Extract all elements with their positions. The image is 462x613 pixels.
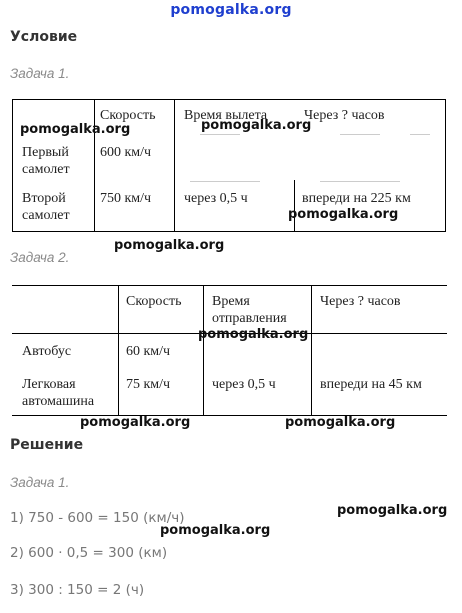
watermark: pomogalka.org xyxy=(201,118,312,133)
t2-row2-speed: 75 км/ч xyxy=(126,377,171,392)
scan-artifact xyxy=(320,181,400,182)
table-border xyxy=(12,231,446,232)
table-border xyxy=(118,285,119,416)
t1-row2-object: Второй самолет xyxy=(22,191,70,223)
watermark: pomogalka.org xyxy=(288,207,399,222)
table-border xyxy=(174,99,175,232)
site-header-link[interactable]: pomogalka.org xyxy=(170,2,292,18)
watermark: pomogalka.org xyxy=(80,415,191,430)
condition-heading: Условие xyxy=(10,29,78,45)
t1-header-speed: Скорость xyxy=(100,108,156,123)
table-border xyxy=(12,285,447,286)
t2-row2-hours: впереди на 45 км xyxy=(320,377,422,392)
t2-row2-object: Легковая автомашина xyxy=(22,377,95,409)
t1-row2-departure: через 0,5 ч xyxy=(184,191,248,206)
scan-artifact xyxy=(410,134,430,135)
t2-row1-object: Автобус xyxy=(22,344,72,359)
t1-row1-speed: 600 км/ч xyxy=(100,145,152,160)
table-border xyxy=(203,285,204,416)
watermark: pomogalka.org xyxy=(337,503,448,518)
scan-artifact xyxy=(190,181,260,182)
solution-step-1: 1) 750 - 600 = 150 (км/ч) xyxy=(10,510,185,526)
solution-step-2: 2) 600 · 0,5 = 300 (км) xyxy=(10,545,168,561)
watermark: pomogalka.org xyxy=(198,327,309,342)
table-border xyxy=(12,99,446,100)
solution-task-label: Задача 1. xyxy=(10,475,70,490)
scan-artifact xyxy=(340,134,380,135)
watermark: pomogalka.org xyxy=(160,523,271,538)
task1-label: Задача 1. xyxy=(10,66,70,81)
t1-row2-hours: впереди на 225 км xyxy=(302,191,411,206)
watermark: pomogalka.org xyxy=(20,122,131,137)
task2-label: Задача 2. xyxy=(10,250,70,265)
t1-row1-object: Первый самолет xyxy=(22,145,70,177)
table-border xyxy=(294,180,295,232)
scan-artifact xyxy=(200,134,240,135)
t2-header-speed: Скорость xyxy=(126,294,182,309)
t1-row2-speed: 750 км/ч xyxy=(100,191,152,206)
t1-header-hours: Через ? часов xyxy=(304,108,385,123)
solution-heading: Решение xyxy=(10,437,84,453)
table-border xyxy=(311,285,312,416)
table-border xyxy=(445,99,446,232)
watermark: pomogalka.org xyxy=(114,238,225,253)
t2-row1-speed: 60 км/ч xyxy=(126,344,171,359)
t1-header-departure: Время вылета xyxy=(184,108,268,123)
table-border xyxy=(94,99,95,232)
table-border xyxy=(12,99,13,232)
t2-header-hours: Через ? часов xyxy=(320,294,401,309)
solution-step-3: 3) 300 : 150 = 2 (ч) xyxy=(10,582,145,598)
t2-header-departure: Время отправления xyxy=(212,294,287,326)
watermark: pomogalka.org xyxy=(285,415,396,430)
t2-row2-departure: через 0,5 ч xyxy=(212,377,276,392)
